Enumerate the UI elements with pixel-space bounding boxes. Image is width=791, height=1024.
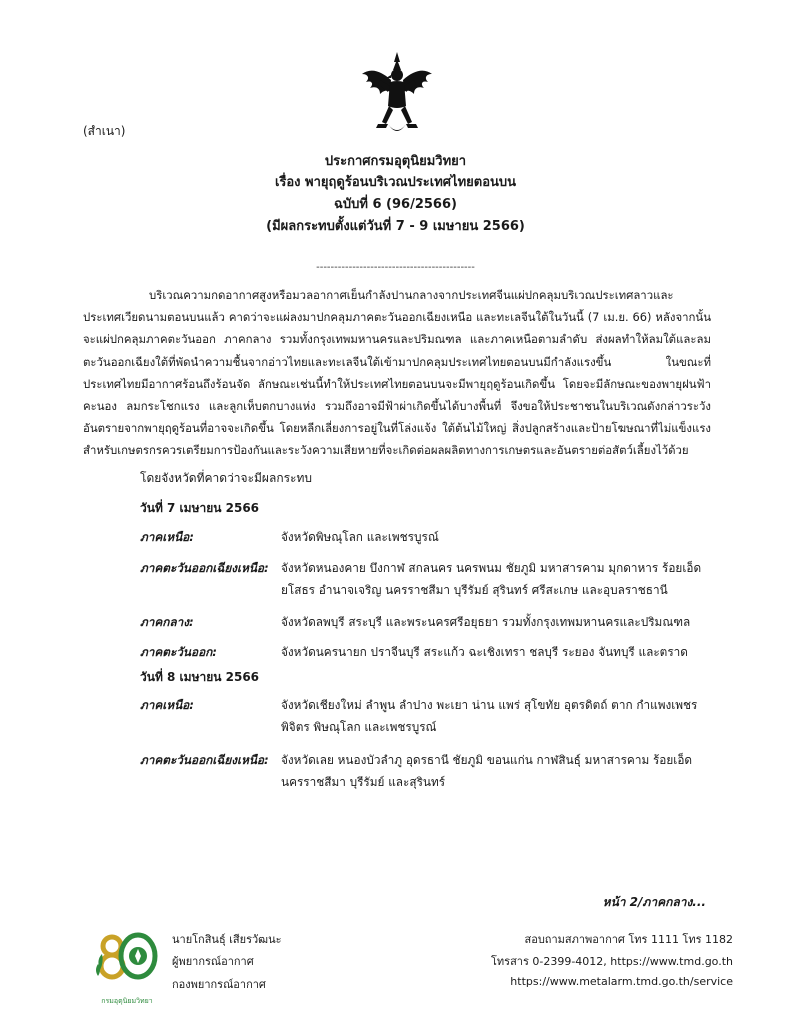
region-name: ภาคตะวันออกเฉียงเหนือ:	[140, 561, 269, 575]
contact-fax-website[interactable]: โทรสาร 0-2399-4012, https://www.tmd.go.th	[491, 955, 733, 968]
contact-phone: สอบถามสภาพอากาศ โทร 1111 โทร 1182	[524, 933, 733, 946]
tmd-80th-anniversary-logo	[92, 926, 162, 996]
region-provinces: จังหวัดเชียงใหม่ ลำพูน ลำปาง พะเยา น่าน แพร่ สุโขทัย อุตรดิตถ์ ตาก กำแพงเพชร พิจิตร พิษณุโลก และเพชรบูรณ์	[281, 698, 698, 734]
announcement-issue: ฉบับที่ 6 (96/2566)	[334, 197, 457, 212]
announcement-effective-dates: (มีผลกระทบตั้งแต่วันที่ 7 - 9 เมษายน 2566)	[266, 219, 525, 234]
announcement-subject: เรื่อง พายุฤดูร้อนบริเวณประเทศไทยตอนบน	[274, 175, 517, 190]
day-heading: วันที่ 8 เมษายน 2566	[140, 670, 260, 684]
title-separator: --------------------------------------------	[316, 262, 475, 273]
region-name: ภาคเหนือ:	[140, 698, 194, 712]
affected-provinces-intro: โดยจังหวัดที่คาดว่าจะมีผลกระทบ	[140, 471, 313, 485]
region-provinces: จังหวัดพิษณุโลก และเพชรบูรณ์	[281, 530, 439, 544]
logo-caption: กรมอุตุนิยมวิทยา	[101, 997, 153, 1005]
forecaster-title: ผู้พยากรณ์อากาศ	[172, 955, 254, 968]
region-provinces: จังหวัดเลย หนองบัวลำภู อุดรธานี ชัยภูมิ ขอนแก่น กาฬสินธุ์ มหาสารคาม ร้อยเอ็ด นครราชสีมา บุรีรัมย์ และสุรินทร์	[281, 753, 693, 789]
forecaster-division: กองพยากรณ์อากาศ	[172, 978, 266, 991]
body-paragraph-text: บริเวณความกดอากาศสูงหรือมวลอากาศเย็นกำลังปานกลางจากประเทศจีนแผ่ปกคลุมบริเวณประเทศลาวและประเทศเวียดนามตอนบนแล้ว คาดว่าจะแผ่ลงมาปกคลุมภาคตะวันออกเฉียงเหนือ และทะเลจีนใต้ในวันนี้ (7 เม.ย. 66) หลังจากนั้นจะแผ่ปกคลุมภาคตะวันออก ภาคกลาง รวมทั้งกรุงเทพมหานครและปริมณฑล และภาคเหนือตามลำดับ ส่งผลทำให้ลมใต้และลมตะวันออกเฉียงใต้ที่พัดนำความชื้นจากอ่าวไทยและทะเลจีนใต้เข้ามาปกคลุมประเทศไทยตอนบนมีกำลังแรงขึ้น ในขณะที่ประเทศไทยมีอากาศร้อนถึงร้อนจัด ลักษณะเช่นนี้ทำให้ประเทศไทยตอนบนจะมีพายุฤดูร้อนเกิดขึ้น โดยจะมีลักษณะของพายุฝนฟ้าคะนอง ลมกระโชกแรง และลูกเห็บตกบางแห่ง รวมถึงอาจมีฟ้าผ่าเกิดขึ้นได้บางพื้นที่ จึงขอให้ประชาชนในบริเวณดังกล่าวระวังอันตรายจากพายุฤดูร้อนที่อาจจะเกิดขึ้น โดยหลีกเลี่ยงการอยู่ในที่โล่งแจ้ง ใต้ต้นไม้ใหญ่ สิ่งปลูกสร้างและป้ายโฆษณาที่ไม่แข็งแรง สำหรับเกษตรกรควรเตรียมการป้องกันและระวังความเสียหายที่จะเกิดต่อผลผลิตทางการเกษตรและอันตรายต่อสัตว์เลี้ยงไว้ด้วย	[83, 288, 711, 458]
copy-mark: (สำเนา)	[83, 124, 126, 138]
region-name: ภาคตะวันออก:	[140, 645, 218, 659]
contact-service-link[interactable]: https://www.metalarm.tmd.go.th/service	[510, 975, 733, 988]
body-paragraph	[83, 284, 711, 462]
region-provinces: จังหวัดนครนายก ปราจีนบุรี สระแก้ว ฉะเชิงเทรา ชลบุรี ระยอง จันทบุรี และตราด	[281, 645, 688, 659]
announcement-title: ประกาศกรมอุตุนิยมวิทยา	[324, 154, 467, 169]
region-name: ภาคเหนือ:	[140, 530, 194, 544]
region-provinces: จังหวัดหนองคาย บึงกาฬ สกลนคร นครพนม ชัยภูมิ มหาสารคาม มุกดาหาร ร้อยเอ็ด ยโสธร อำนาจเจริญ นครราชสีมา บุรีรัมย์ สุรินทร์ ศรีสะเกษ และอุบลราชธานี	[281, 561, 702, 597]
garuda-emblem-icon	[358, 50, 436, 138]
day-heading: วันที่ 7 เมษายน 2566	[140, 501, 260, 515]
region-name: ภาคตะวันออกเฉียงเหนือ:	[140, 753, 269, 767]
forecaster-name: นายโกสินธุ์ เสียรวัฒนะ	[172, 933, 282, 946]
region-provinces: จังหวัดลพบุรี สระบุรี และพระนครศรีอยุธยา รวมทั้งกรุงเทพมหานครและปริมณฑล	[281, 615, 691, 629]
next-page-marker: หน้า 2/ภาคกลาง...	[602, 895, 706, 909]
region-name: ภาคกลาง:	[140, 615, 194, 629]
